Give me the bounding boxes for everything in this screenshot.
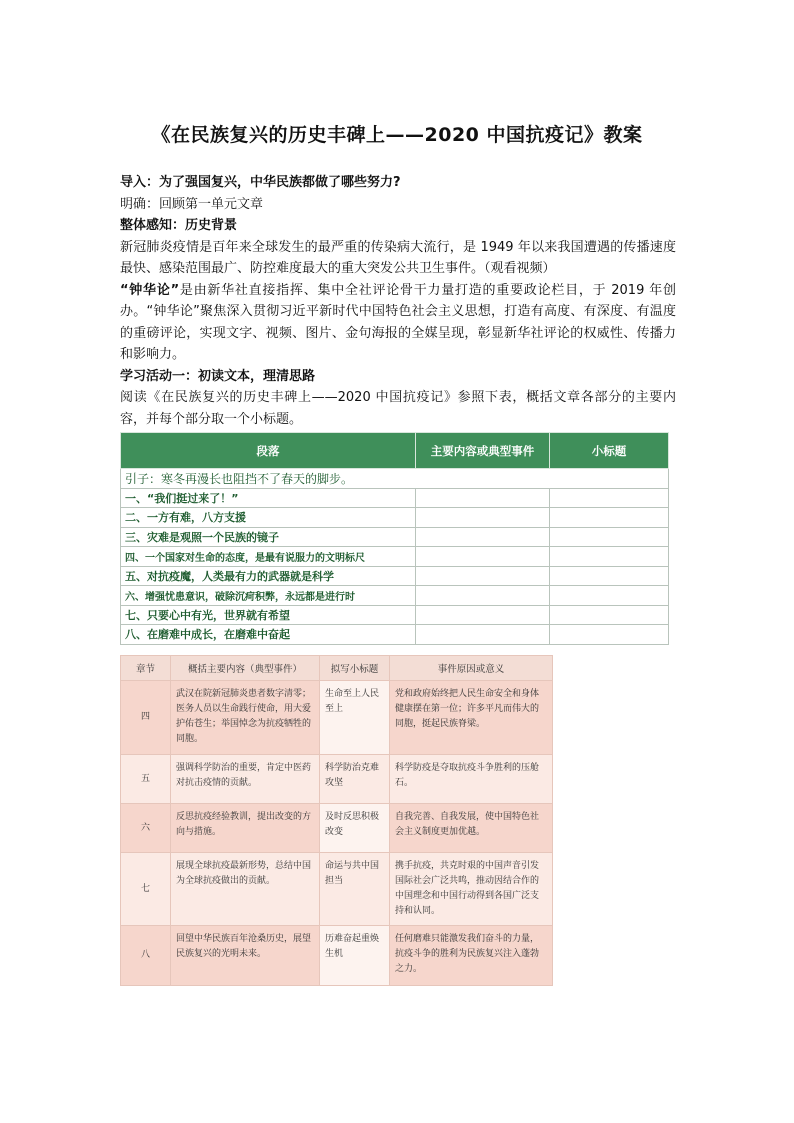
content-cell[interactable]	[416, 605, 550, 625]
chapter-cell: 五	[121, 755, 171, 804]
table-row	[121, 566, 669, 586]
meaning-cell: 科学防疫是夺取抗疫斗争胜利的压舱石。	[390, 755, 553, 804]
table-row	[121, 527, 669, 547]
clarify-line: 明确：回顾第一单元文章	[120, 196, 264, 212]
chapter-cell: 四	[121, 681, 171, 755]
content-cell[interactable]	[416, 527, 550, 547]
header-paragraph: 段落	[121, 433, 416, 469]
content-cell[interactable]	[416, 488, 550, 508]
section-cell: 三、灾难是观照一个民族的镜子	[121, 527, 416, 547]
content-cell[interactable]	[416, 625, 550, 645]
section-cell: 四、一个国家对生命的态度，是最有说服力的文明标尺	[121, 547, 416, 567]
zhonghualun-term: “钟华论”	[120, 282, 180, 298]
content-cell[interactable]	[416, 508, 550, 528]
reading-instruction: 阅读《在民族复兴的历史丰碑上——2020 中国抗疫记》参照下表，概括文章各部分的主要内容，并每个部分取一个小标题。	[120, 390, 676, 427]
chapter-cell: 七	[121, 853, 171, 926]
overall-text: 历史背景	[185, 218, 238, 233]
subtitle-cell[interactable]	[550, 488, 669, 508]
chapter-cell: 六	[121, 804, 171, 853]
subtitle-cell[interactable]	[550, 625, 669, 645]
header-draft-subtitle: 拟写小标题	[320, 656, 390, 681]
section-cell: 六、增强忧患意识，破除沉疴积弊，永远都是进行时	[121, 586, 416, 606]
table-row	[121, 625, 669, 645]
summary-cell: 武汉在院新冠肺炎患者数字清零；医务人员以生命践行使命，用大爱护佑苍生；举国悼念为抗疫牺牲的同胞。	[171, 681, 320, 755]
section-cell: 八、在磨难中成长，在磨难中奋起	[121, 625, 416, 645]
subtitle-cell[interactable]	[550, 566, 669, 586]
section-cell: 二、一方有难，八方支援	[121, 508, 416, 528]
section-cell: 七、只要心中有光，世界就有希望	[121, 605, 416, 625]
lead-in-line	[120, 172, 676, 194]
section-cell: 一、“我们挺过来了！”	[121, 488, 416, 508]
table-row	[121, 547, 669, 567]
subtitle-cell: 生命至上人民至上	[320, 681, 390, 755]
table-row	[121, 853, 553, 926]
outline-table	[120, 432, 669, 645]
summary-cell: 回望中华民族百年沧桑历史，展望民族复兴的光明未来。	[171, 926, 320, 986]
summary-table-header	[121, 656, 553, 681]
subtitle-cell: 历难奋起重焕生机	[320, 926, 390, 986]
table-row	[121, 755, 553, 804]
section-cell: 五、对抗疫魔，人类最有力的武器就是科学	[121, 566, 416, 586]
subtitle-cell: 命运与共中国担当	[320, 853, 390, 926]
overall-line	[120, 215, 676, 237]
page-title: 《在民族复兴的历史丰碑上——2020 中国抗疫记》教案	[151, 124, 643, 146]
content-cell[interactable]	[416, 586, 550, 606]
subtitle-cell[interactable]	[550, 508, 669, 528]
lead-in-question: 为了强国复兴，中华民族都做了哪些努力?	[159, 175, 401, 190]
table-row	[121, 926, 553, 986]
table-row	[121, 681, 553, 755]
table-row	[121, 488, 669, 508]
zhonghualun-paragraph	[120, 280, 676, 366]
outline-table-header	[121, 433, 669, 469]
meaning-cell: 党和政府始终把人民生命安全和身体健康摆在第一位；许多平凡而伟大的同胞，挺起民族脊梁。	[390, 681, 553, 755]
intro-row-cell: 引子：寒冬再漫长也阻挡不了春天的脚步。	[121, 469, 669, 489]
activity-label: 学习活动一：	[120, 368, 199, 384]
header-meaning: 事件原因或意义	[390, 656, 553, 681]
content-cell[interactable]	[416, 566, 550, 586]
table-row	[121, 508, 669, 528]
summary-cell: 反思抗疫经验教训，提出改变的方向与措施。	[171, 804, 320, 853]
chapter-cell: 八	[121, 926, 171, 986]
header-summary: 概括主要内容（典型事件）	[171, 656, 320, 681]
overall-label: 整体感知：	[120, 218, 186, 233]
header-chapter: 章节	[121, 656, 171, 681]
meaning-cell: 携手抗疫，共克时艰的中国声音引发国际社会广泛共鸣，推动因结合作的中国理念和中国行动得到各国广泛支持和认同。	[390, 853, 553, 926]
table-row	[121, 586, 669, 606]
intro-section	[120, 172, 676, 430]
zhonghualun-text: 是由新华社直接指挥、集中全社评论骨干力量打造的重要政论栏目，于 2019 年创办。“钟华论”聚焦深入贯彻习近平新时代中国特色社会主义思想，打造有高度、有深度、有温度的重磅评论，实现文字、视频、图片、金句海报的全媒呈现，彰显新华社评论的权威性、传播力和影响力。	[120, 282, 676, 362]
content-cell[interactable]	[416, 547, 550, 567]
summary-table	[120, 655, 553, 986]
table-row	[121, 804, 553, 853]
table-row	[121, 469, 669, 489]
subtitle-cell: 及时反思积极改变	[320, 804, 390, 853]
subtitle-cell[interactable]	[550, 527, 669, 547]
header-subtitle: 小标题	[550, 433, 669, 469]
subtitle-cell[interactable]	[550, 547, 669, 567]
table-row	[121, 605, 669, 625]
header-main-content: 主要内容或典型事件	[416, 433, 550, 469]
meaning-cell: 任何磨难只能激发我们奋斗的力量，抗疫斗争的胜利为民族复兴注入蓬勃之力。	[390, 926, 553, 986]
summary-cell: 强调科学防治的重要，肯定中医药对抗击疫情的贡献。	[171, 755, 320, 804]
background-paragraph: 新冠肺炎疫情是百年来全球发生的最严重的传染病大流行，是 1949 年以来我国遭遇的传播速度最快、感染范围最广、防控难度最大的重大突发公共卫生事件。（观看视频）	[120, 239, 676, 276]
subtitle-cell[interactable]	[550, 586, 669, 606]
activity-line	[120, 366, 676, 388]
lead-in-label: 导入：	[120, 175, 160, 190]
meaning-cell: 自我完善、自我发展，使中国特色社会主义制度更加优越。	[390, 804, 553, 853]
subtitle-cell: 科学防治克难攻坚	[320, 755, 390, 804]
activity-text: 初读文本，理清思路	[198, 368, 316, 384]
subtitle-cell[interactable]	[550, 605, 669, 625]
summary-cell: 展现全球抗疫最新形势，总结中国为全球抗疫做出的贡献。	[171, 853, 320, 926]
